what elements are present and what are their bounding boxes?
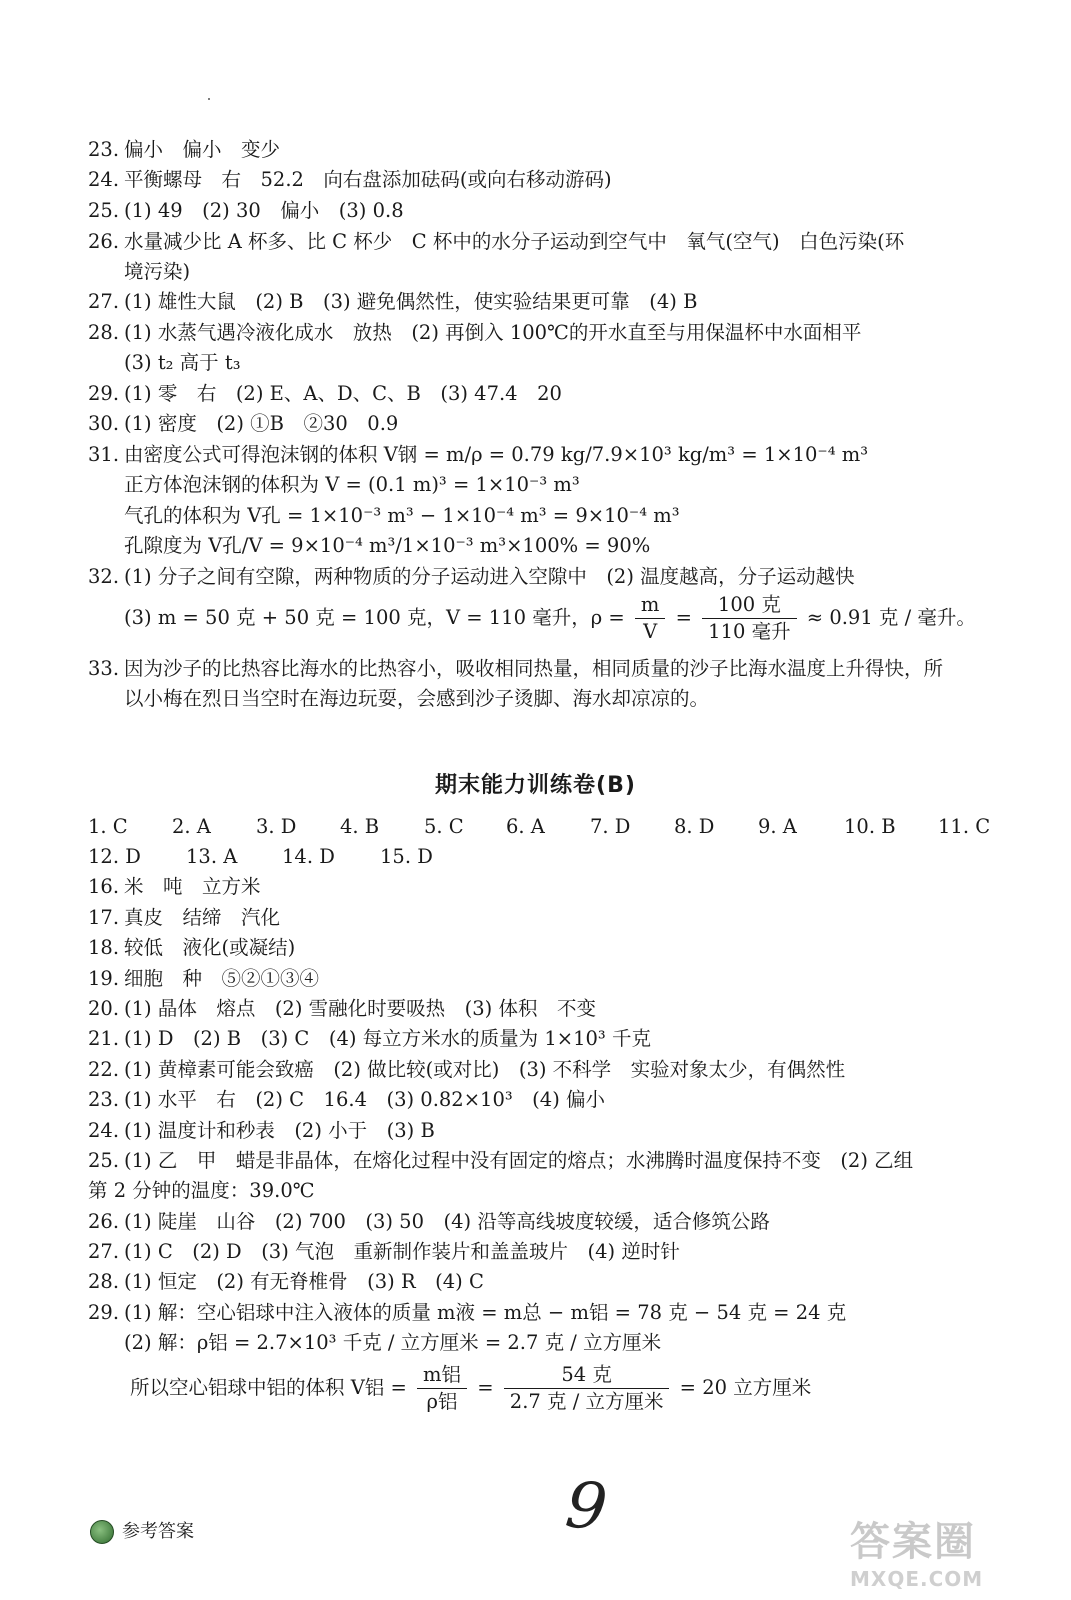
question-number: 27. (88, 290, 120, 313)
mc-answer: 4. B (340, 815, 380, 838)
equals-sign: = (477, 1376, 494, 1399)
watermark-logo (850, 1510, 1050, 1590)
watermark-url: MXQE.COM (850, 1567, 984, 1591)
answer-line-29b (88, 1298, 1011, 1328)
answer-text: 因为沙子的比热容比海水的比热容小，吸收相同热量，相同质量的沙子比海水温度上升得快，所 (124, 657, 944, 680)
formula-prefix: 所以空心铝球中铝的体积 V铝 = (130, 1376, 407, 1399)
answer-line-32 (88, 562, 1011, 592)
answer-text: (1) 水平 右 (2) C 16.4 (3) 0.82×10³ (4) 偏小 (124, 1088, 606, 1111)
mc-answer: 2. A (172, 815, 211, 838)
question-number: 18. (88, 936, 120, 959)
answer-text: 细胞 种 ⑤②①③④ (124, 967, 320, 990)
answer-text: (1) 恒定 (2) 有无脊椎骨 (3) R (4) C (124, 1270, 484, 1293)
denominator: ρ铝 (426, 1390, 458, 1413)
mc-answer: 11. C (938, 815, 991, 838)
answer-text: (1) 雄性大鼠 (2) B (3) 避免偶然性，使实验结果更可靠 (4) B (124, 290, 698, 313)
answer-text: 较低 液化(或凝结) (124, 936, 296, 959)
q29-step: (2) 解：ρ铝 = 2.7×10³ 千克 / 立方厘米 = 2.7 克 / 立方厘米 (124, 1331, 662, 1354)
numerator: 54 克 (504, 1362, 670, 1389)
question-number: 21. (88, 1027, 120, 1050)
answer-continuation: 第 2 分钟的温度：39.0℃ (88, 1179, 315, 1202)
answer-text: (1) 黄樟素可能会致癌 (2) 做比较(或对比) (3) 不科学 实验对象太少，有偶然性 (124, 1058, 846, 1081)
leaf-badge-icon (90, 1520, 114, 1544)
mc-answer: 6. A (506, 815, 545, 838)
answer-line-23a (88, 135, 1011, 165)
answer-text: (1) 陡崖 山谷 (2) 700 (3) 50 (4) 沿等高线坡度较缓，适合修筑公路 (124, 1210, 770, 1233)
question-number: 31. (88, 443, 120, 466)
question-number: 28. (88, 321, 120, 344)
question-number: 24. (88, 1119, 120, 1142)
mc-answer: 15. D (380, 845, 433, 868)
answer-continuation: 境污染) (124, 260, 191, 283)
mc-answer: 10. B (844, 815, 896, 838)
question-number: 29. (88, 382, 120, 405)
question-number: 23. (88, 138, 120, 161)
question-number: 24. (88, 168, 120, 191)
formula-prefix: (3) m = 50 克 + 50 克 = 100 克，V = 110 毫升，ρ = (124, 606, 625, 629)
answer-line-25a (88, 196, 1011, 226)
scan-speck (208, 98, 210, 100)
fraction (417, 1362, 467, 1415)
answer-line-18 (88, 933, 1011, 963)
mc-answer: 7. D (590, 815, 631, 838)
answer-line-31 (88, 440, 1011, 470)
answer-line-25b (88, 1146, 1011, 1176)
answer-text: 由密度公式可得泡沫钢的体积 V钢 = m/ρ = 0.79 kg/7.9×10³ kg/m³ = 1×10⁻⁴ m³ (124, 443, 869, 466)
question-number: 20. (88, 997, 120, 1020)
question-number: 25. (88, 199, 120, 222)
denominator: 2.7 克 / 立方厘米 (509, 1390, 664, 1413)
answer-line-23b (88, 1085, 1011, 1115)
answer-text: (1) 零 右 (2) E、A、D、C、B (3) 47.4 20 (124, 382, 562, 405)
answer-continuation: (3) t₂ 高于 t₃ (124, 351, 241, 374)
mc-answer: 13. A (186, 845, 238, 868)
answer-text: 水量减少比 A 杯多、比 C 杯少 C 杯中的水分子运动到空气中 氧气(空气) 白色污染(环 (124, 230, 905, 253)
answer-text: (1) 乙 甲 蜡是非晶体，在熔化过程中没有固定的熔点；水沸腾时温度保持不变 (2) 乙组 (124, 1149, 914, 1172)
formula-suffix: = 20 立方厘米 (679, 1376, 812, 1399)
answer-text: (1) 密度 (2) ①B ②30 0.9 (124, 412, 399, 435)
question-number: 26. (88, 230, 120, 253)
question-number: 17. (88, 906, 120, 929)
answer-line-33 (88, 654, 1011, 684)
answer-line-28 (88, 318, 1011, 348)
answer-text: (1) 晶体 熔点 (2) 雪融化时要吸热 (3) 体积 不变 (124, 997, 596, 1020)
question-number: 26. (88, 1210, 120, 1233)
answer-text: (1) 49 (2) 30 偏小 (3) 0.8 (124, 199, 404, 222)
question-number: 22. (88, 1058, 120, 1081)
answer-text: (1) 温度计和秒表 (2) 小于 (3) B (124, 1119, 435, 1142)
answer-text: (1) 分子之间有空隙，两种物质的分子运动进入空隙中 (2) 温度越高，分子运动越快 (124, 565, 855, 588)
q29-formula (130, 1362, 811, 1415)
answer-line-22 (88, 1055, 1011, 1085)
question-number: 28. (88, 1270, 120, 1293)
question-number: 32. (88, 565, 120, 588)
answer-text: (1) 水蒸气遇冷液化成水 放热 (2) 再倒入 100℃的开水直至与用保温杯中水面相平 (124, 321, 862, 344)
question-number: 16. (88, 875, 120, 898)
answer-continuation: 以小梅在烈日当空时在海边玩耍，会感到沙子烫脚、海水却凉凉的。 (124, 687, 710, 710)
fraction (504, 1362, 670, 1415)
section-title: 期末能力训练卷(B) (435, 773, 636, 798)
answer-line-24a (88, 165, 1011, 195)
answer-line-17 (88, 903, 1011, 933)
mc-answer: 5. C (424, 815, 464, 838)
question-number: 33. (88, 657, 120, 680)
fraction (702, 592, 796, 645)
mc-answer: 1. C (88, 815, 128, 838)
answer-text: 平衡螺母 右 52.2 向右盘添加砝码(或向右移动游码) (124, 168, 612, 191)
mc-answer: 14. D (282, 845, 335, 868)
answer-text: 米 吨 立方米 (124, 875, 261, 898)
q31-step: 孔隙度为 V孔/V = 9×10⁻⁴ m³/1×10⁻³ m³×100% = 90% (124, 534, 651, 557)
q31-step: 气孔的体积为 V孔 = 1×10⁻³ m³ − 1×10⁻⁴ m³ = 9×10⁻⁴ m³ (124, 504, 680, 527)
answer-line-19 (88, 964, 1011, 994)
equals-sign: = (675, 606, 692, 629)
mc-answer: 3. D (256, 815, 297, 838)
answer-line-30 (88, 409, 1011, 439)
q32-formula (124, 592, 976, 645)
question-number: 19. (88, 967, 120, 990)
mc-answer: 8. D (674, 815, 715, 838)
question-number: 29. (88, 1301, 120, 1324)
question-number: 27. (88, 1240, 120, 1263)
numerator: m铝 (417, 1362, 467, 1389)
denominator: V (643, 620, 658, 643)
question-number: 23. (88, 1088, 120, 1111)
mc-answer: 9. A (758, 815, 797, 838)
answer-text: 真皮 结缔 汽化 (124, 906, 281, 929)
watermark-text: 答案圈 (850, 1519, 976, 1565)
answer-line-24b (88, 1116, 1011, 1146)
handwritten-page-number: 9 (562, 1468, 611, 1546)
formula-suffix: ≈ 0.91 克 / 毫升。 (806, 606, 976, 629)
denominator: 110 毫升 (708, 620, 791, 643)
answer-text: (1) 解：空心铝球中注入液体的质量 m液 = m总 − m铝 = 78 克 − 54 克 = 24 克 (124, 1301, 847, 1324)
answer-line-21 (88, 1024, 1011, 1054)
answer-line-26 (88, 227, 1011, 257)
answer-line-26b (88, 1207, 1011, 1237)
q31-step: 正方体泡沫钢的体积为 V = (0.1 m)³ = 1×10⁻³ m³ (124, 473, 580, 496)
mc-answer: 12. D (88, 845, 141, 868)
answer-line-27 (88, 287, 1011, 317)
answer-text: (1) C (2) D (3) 气泡 重新制作装片和盖盖玻片 (4) 逆时针 (124, 1240, 680, 1263)
answer-text: (1) D (2) B (3) C (4) 每立方米水的质量为 1×10³ 千克 (124, 1027, 651, 1050)
answer-line-20 (88, 994, 1011, 1024)
answer-line-27b (88, 1237, 1011, 1267)
answer-line-28b (88, 1267, 1011, 1297)
answer-line-29a (88, 379, 1011, 409)
numerator: m (635, 592, 666, 619)
answer-text: 偏小 偏小 变少 (124, 138, 281, 161)
question-number: 25. (88, 1149, 120, 1172)
question-number: 30. (88, 412, 120, 435)
footer-label: 参考答案 (122, 1521, 194, 1542)
fraction (635, 592, 666, 645)
numerator: 100 克 (702, 592, 796, 619)
answer-line-16 (88, 872, 1011, 902)
